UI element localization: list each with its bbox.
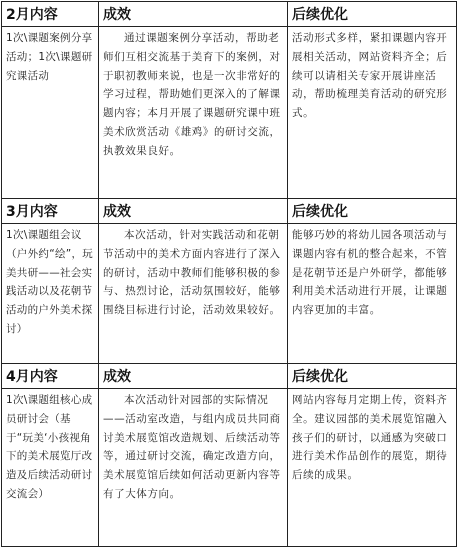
content-row-mar [2, 224, 457, 364]
effect-text: 通过课题案例分享活动，帮助老师们互相交流基于美育下的案例，对于职初教师来说，也是一次非常好的学习过程，帮助她们更深入的了解课题内容；本月开展了课题研究课中班美术欣赏活动《雄鸡》的研讨交流，执教效果良好。 [99, 27, 288, 199]
effect-header: 成效 [99, 2, 288, 27]
activity-content: 1次\课题案例分享活动；1次\课题研究课活动 [2, 27, 99, 199]
report-table [1, 1, 457, 547]
follow-up-text: 网站内容每月定期上传，资料齐全。建议园部的美术展览馆融入孩子们的研讨，以通感为突破口进行美术作品创作的展览，期待后续的成果。 [288, 389, 457, 547]
content-row-feb [2, 27, 457, 199]
content-row-apr [2, 389, 457, 547]
follow-up-text: 能够巧妙的将幼儿园各项活动与课题内容有机的整合起来，不管是花朝节还是户外研学，都能够利用美术活动进行开展，让课题内容更加的丰富。 [288, 224, 457, 364]
month-header: 3月内容 [2, 199, 99, 224]
effect-header: 成效 [99, 364, 288, 389]
effect-text: 本次活动，针对实践活动和花朝节活动中的美术方面内容进行了深入的研讨，活动中教师们能够积极的参与、热烈讨论，活动氛围较好，能够围绕目标进行讨论，活动效果较好。 [99, 224, 288, 364]
follow-up-header: 后续优化 [288, 199, 457, 224]
follow-up-header: 后续优化 [288, 364, 457, 389]
header-row-mar [2, 199, 457, 224]
activity-content: 1次\课题组核心成员研讨会（基于“玩美‘小孩视角下的美术展览厅改造及后续活动研讨交流会） [2, 389, 99, 547]
effect-header: 成效 [99, 199, 288, 224]
month-header: 2月内容 [2, 2, 99, 27]
follow-up-header: 后续优化 [288, 2, 457, 27]
header-row-feb [2, 2, 457, 27]
activity-content: 1次\课题组会议（户外约“绘”，玩美共研——社会实践活动以及花朝节活动的户外美术探讨） [2, 224, 99, 364]
effect-text: 本次活动针对园部的实际情况——活动室改造，与组内成员共同商讨美术展览馆改造规划、后续活动等等，通过研讨交流，确定改造方向，美术展览馆后续如何活动更新内容等有了大体方向。 [99, 389, 288, 547]
month-header: 4月内容 [2, 364, 99, 389]
follow-up-text: 活动形式多样，紧扣课题内容开展相关活动，网站资料齐全；后续可以请相关专家开展讲座活动，帮助梳理美育活动的研究形式。 [288, 27, 457, 199]
header-row-apr [2, 364, 457, 389]
